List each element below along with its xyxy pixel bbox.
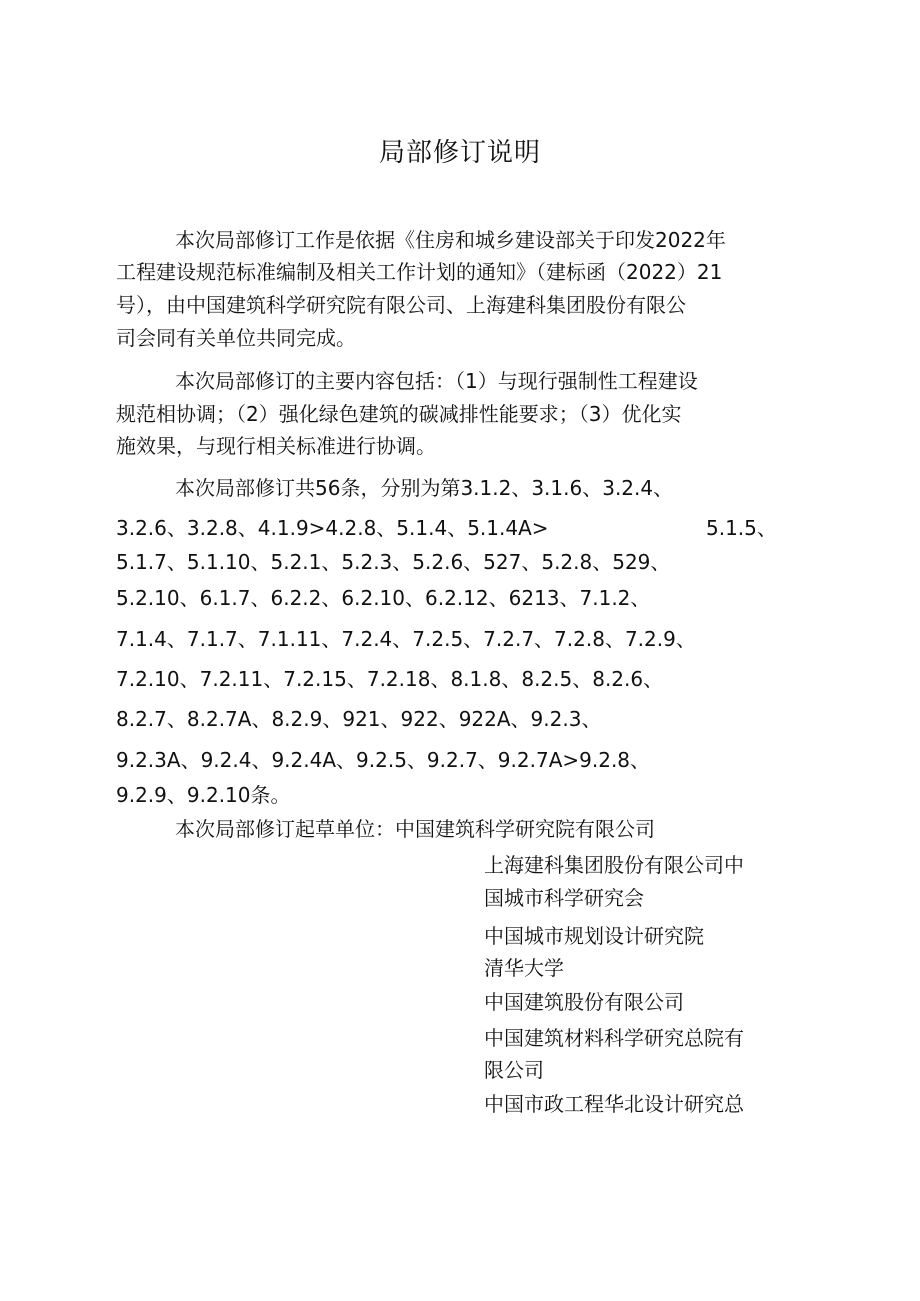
para1-line-1: 本次局部修订工作是依据《住房和城乡建设部关于印发2022年 bbox=[175, 228, 726, 252]
para2-line-2: 规范相协调；（2）强化绿色建筑的碳减排性能要求；（3）优化实 bbox=[116, 402, 682, 426]
para1-line-4: 司会同有关单位共同完成。 bbox=[116, 326, 356, 350]
drafter-line-7: 限公司 bbox=[484, 1058, 544, 1082]
drafter-line-3: 中国城市规划设计研究院 bbox=[484, 924, 704, 948]
drafter-line-1: 上海建科集团股份有限公司中 bbox=[484, 853, 744, 877]
para3-line-9: 9.2.9、9.2.10条。 bbox=[116, 783, 291, 807]
para3-line-6: 7.2.10、7.2.11、7.2.15、7.2.18、8.1.8、8.2.5、8.2.6、 bbox=[116, 667, 664, 691]
para3-line-4: 5.2.10、6.1.7、6.2.2、6.2.10、6.2.12、6213、7.1.2、 bbox=[116, 586, 651, 610]
para3-line-2-right: 5.1.5、 bbox=[706, 516, 777, 540]
document-title: 局部修订说明 bbox=[378, 138, 541, 168]
para3-line-8: 9.2.3A、9.2.4、9.2.4A、9.2.5、9.2.7、9.2.7A>9.2.8、 bbox=[116, 748, 651, 772]
para3-line-5: 7.1.4、7.1.7、7.1.11、7.2.4、7.2.5、7.2.7、7.2.8、7.2.9、 bbox=[116, 627, 696, 651]
para3-line-1: 本次局部修订共56条，分别为第3.1.2、3.1.6、3.2.4、 bbox=[175, 476, 674, 500]
drafter-line-2: 国城市科学研究会 bbox=[484, 886, 644, 910]
drafter-line-6: 中国建筑材料科学研究总院有 bbox=[484, 1026, 744, 1050]
para3-line-2: 3.2.6、3.2.8、4.1.9>4.2.8、5.1.4、5.1.4A> bbox=[116, 516, 549, 540]
para2-line-3: 施效果，与现行相关标准进行协调。 bbox=[116, 434, 436, 458]
para2-line-1: 本次局部修订的主要内容包括：（1）与现行强制性工程建设 bbox=[175, 369, 698, 393]
para3-line-7: 8.2.7、8.2.7A、8.2.9、921、922、922A、9.2.3、 bbox=[116, 707, 602, 731]
drafters-intro: 本次局部修订起草单位：中国建筑科学研究院有限公司 bbox=[175, 817, 655, 841]
drafter-line-8: 中国市政工程华北设计研究总 bbox=[484, 1092, 744, 1116]
drafter-line-5: 中国建筑股份有限公司 bbox=[484, 990, 684, 1014]
para3-line-3: 5.1.7、5.1.10、5.2.1、5.2.3、5.2.6、527、5.2.8、529、 bbox=[116, 550, 671, 574]
drafter-line-4: 清华大学 bbox=[484, 956, 564, 980]
para1-line-2: 工程建设规范标准编制及相关工作计划的通知》（建标函（2022）21 bbox=[116, 260, 723, 284]
para1-line-3: 号），由中国建筑科学研究院有限公司、上海建科集团股份有限公 bbox=[116, 293, 686, 317]
